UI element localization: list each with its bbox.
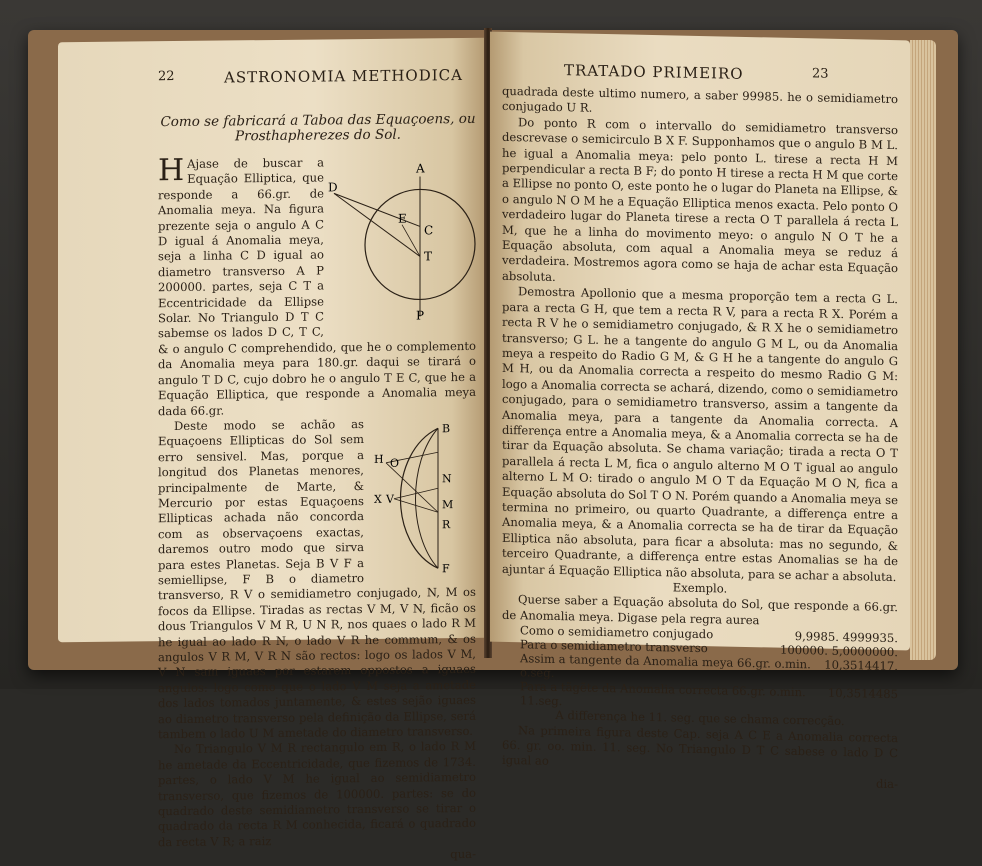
calc-label: Para a tãgẽte da Anomalia correcta 66.gr. o.min. 11.seg. [520,679,806,709]
right-catchword: dia- [876,776,898,791]
r-paragraph-5: Na primeira figura deste Cap. seja A C E a Anomalia correcta 66. gr. oo. min. 11. seg. No Triangulo D T C sabese o lado D C igual ao [502,722,898,769]
calc-value: 10,3514417. [824,657,898,674]
calc-label: Para o semidiametro transverso [520,637,708,656]
left-catchword: qua- [450,847,476,862]
example-heading: Exemplo. [672,580,728,596]
paragraph-2-text: Deste modo se achão as Equaçoens Ellipticas do Sol sem erro sensivel. Mas, porque a longitud dos Planetas menores, principalmente de Marte, & Mercurio por estas Equaçoens Ellipticas achada não concorda com as observaçoens exactas, daremos outro modo que sirva para estes Planetas. Seja B V F a semiellipse, F B o diametro transverso, R V o semidiametro conjugado, N, M os focos da Ellipse. Tiradas as rectas V M, V N, ficão os dous Triangulos V M R, U N R, nos quaes o lado R M he igual ao lado R N, o lado V R he commum, & os angulos V R M, V R N são rectos: logo os lados V M, V N sam iguaes por estarem oppostos a iguaes angulos: logo como que o lado V M seja a ametade dos lados tomados juntamente, & estes sejão iguaes ao diametro transverso pela definição da Ellipse, será tambem o lado U M ametade do diametro transverso. [158,416,476,742]
right-header [490,32,910,81]
calc-value: 9,9985. 4999935. [794,629,898,646]
ellipse-figure-2 [368,422,476,575]
left-header [58,38,486,87]
chapter-subtitle [158,112,478,145]
left-running-title: ASTRONOMIA METHODICA [224,66,463,87]
ellipse-figure-1 [328,156,476,323]
fig2-label-m: M [442,498,454,512]
calc-label: Como o semidiametro conjugado [520,623,714,642]
drop-cap: H [158,152,185,189]
r-paragraph-4: Querse saber a Equação absoluta do Sol, que responde a 66.gr. de Anomalia meya. Digase pela regra aurea [502,592,898,628]
paragraph-3: No Triangulo V M R rectangulo em R, o lado R M he ametade da Eccentricidade, que fizemos de 1734. partes, o lado V M he igual ao semidiametro transverso, que fizemos de 100000. partes: se do quadrado deste semidiametro transverso se tirar o quadrado da recta R M conhecida, ficará o quadrado da recta V R; a raiz [158,739,476,850]
right-page [490,32,910,791]
fig2-label-n: N [442,472,452,486]
r-paragraph-2: Do ponto R com o intervallo do semidiametro transverso descrevase o semicirculo B X F. Supponhamos que o angulo B M L. he igual a Anomalia meya: pelo ponto L. tirese a recta H M perpendicular a recta B F; do ponto H tirese a recta H M que corte a Ellipse no ponto O, este ponto he o lugar do Planeta na Ellipse, & o angulo N O M he a Equação Elliptica menos exacta. Pelo ponto O verdadeiro lugar do Planeta tirese a recta O T parallela á recta L M, que he a linha do movimento meyo: o angulo N O T he a Equação absoluta, com aqual a Anomalia meya se reduz á verdadeira. Mostremos agora como se haja de achar esta Equação absoluta. [502,115,898,284]
paragraph-1-text: Ajase de buscar a Equação Elliptica, que responde a 66.gr. de Anomalia meya. Na figura prezente seja o angulo A C D igual á Anomalia meya, seja a linha C D igual ao diametro transverso A P 200000. partes, seja C T a Eccentricidade da Ellipse Solar. No Triangulo D T C sabemse os lados D C, T C, & o angulo C comprehendido, que he o complemento da Anomalia meya para 180.gr. daqui se tirará o angulo T D C, cujo dobro he o angulo T E C, que he a Equação Elliptica, que responde a Anomalia meya dada 66.gr. [158,155,476,418]
fig2-label-f: F [442,562,450,576]
right-running-title: TRATADO PRIMEIRO [564,61,744,83]
fig2-label-o: O [390,456,400,470]
fig2-label-v: V [386,492,394,506]
left-page-number: 22 [158,69,175,85]
calc-value: 100000. 5,0000000. [779,642,898,660]
fig1-label-p: P [416,308,425,323]
fig2-label-r: R [442,518,451,532]
right-page-number: 23 [812,66,829,82]
paragraph-2 [158,416,476,743]
fig2-label-b: B [442,422,451,436]
difference-line: A differença he 11. seg. que se chama correcção. [555,708,845,729]
subtitle-line-1: Como se fabricará a Taboa das Equaçoens, ou [160,110,476,131]
fig2-label-x: X [374,492,382,506]
fig1-label-t: T [424,249,433,264]
r-paragraph-1: quadrada deste ultimo numero, a saber 99985. he o semidiametro conjugado U R. [502,83,898,116]
calc-value: 10,3514485 [827,685,898,702]
calc-label: Assim a tangente da Anomalia meya 66.gr. o.min. o.seg. [520,651,811,681]
fig1-label-d: D [328,180,338,195]
left-body [158,154,476,865]
r-paragraph-3: Demostra Apollonio que a mesma proporção tem a recta G L. para a recta G H, que tem a recta R V, para a recta R X. Porém a recta R V he o semidiametro conjugado, & R X he o semidiametro transverso; G L. he a tangente do angulo G M L, ou da Anomalia meya a respeito do Radio G M, & G H he a tangente do angulo G M H, ou da Anomalia correcta a respeito do mesmo Radio G M: logo a Anomalia correcta se achará, dizendo, como o semidiametro conjugado, para o semidiametro transverso, assim a tangente da Anomalia meya, para a tangente da Anomalia correcta. A differença entre a Anomalia meya, & a Anomalia correcta se ha de tirar da Equação absoluta. Se chama variação; tirada a recta O T parallela á recta L M, fica o angulo alterno M O T igual ao angulo alterno L M O: tirado o angulo M O T da Equação M O N, fica a Equação absoluta do Sol T O N. Porém quando a Anomalia meya se termina no primeiro, ou quarto Quadrante, a differença entre a Anomalia meya, & a Anomalia correcta se ha de tirar da Equação Elliptica não absoluta, para ficar a absoluta: mas no segundo, & terceiro Quadrante, a differença entre estas Anomalias se ha de ajuntar á Equação Elliptica não absoluta, para se achar a absoluta. [502,284,898,584]
fig1-label-a: A [416,161,425,176]
calc-table [502,623,898,715]
subtitle-line-2: Prosthapherezes do Sol. [235,126,401,145]
fig2-label-h: H [374,452,384,466]
fig1-label-e: E [398,211,407,226]
page-edges [910,40,936,660]
fig1-label-c: C [424,223,434,238]
left-page [58,38,486,862]
right-body [502,84,898,791]
